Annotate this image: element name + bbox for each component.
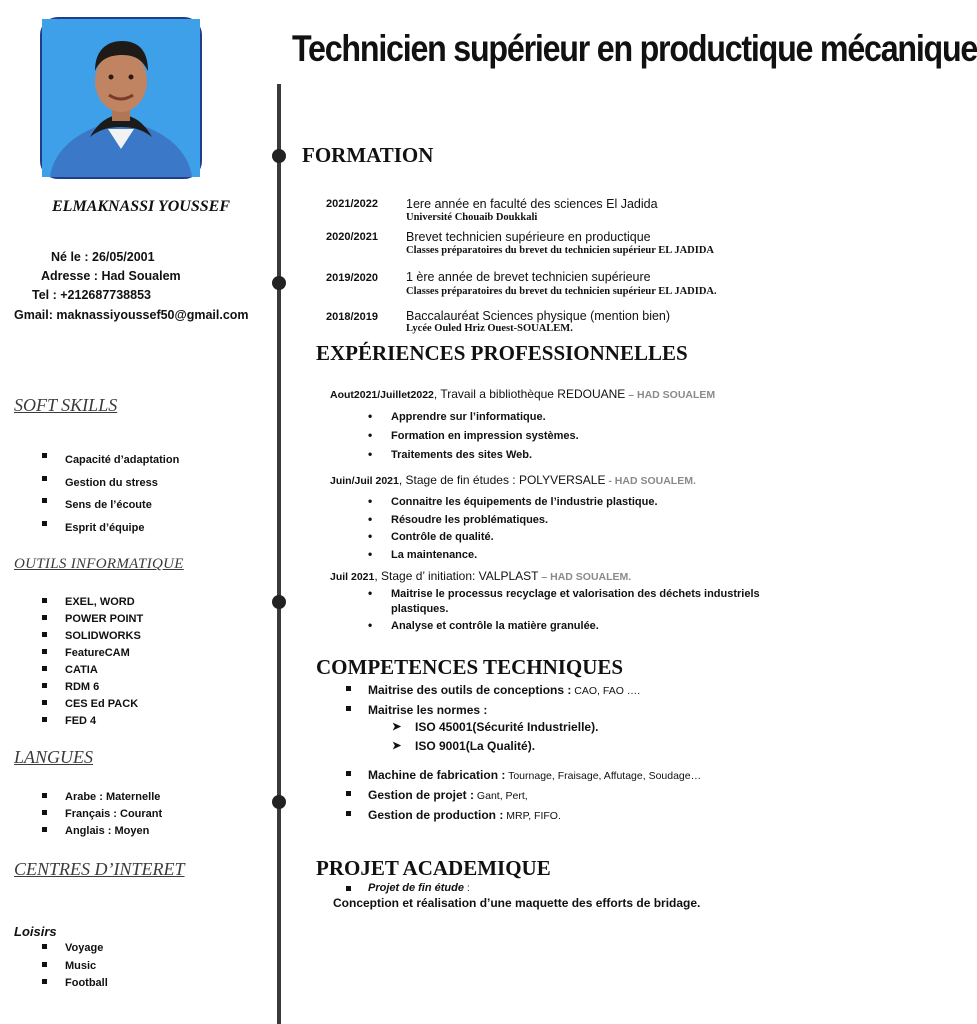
education-title: 1ere année en faculté des sciences El Jadida <box>406 197 658 211</box>
info-label: Gmail: <box>14 308 53 322</box>
experience-location: – HAD SOUALEM. <box>538 571 632 583</box>
education-school: Université Chouaib Doukkali <box>406 212 538 223</box>
experience-header <box>330 473 696 487</box>
list-item <box>343 786 701 806</box>
list-item: • Formation en impression systèmes. <box>366 427 579 446</box>
formation-heading: FORMATION <box>302 143 434 167</box>
skill-detail: Tournage, Fraisage, Affutage, Soudage… <box>505 770 702 782</box>
timeline-dot <box>272 276 286 290</box>
skill-label: Gestion de production : <box>368 808 504 822</box>
project-label-suffix: : <box>463 882 470 894</box>
list-item: EXEL, WORD <box>40 594 143 611</box>
skill-detail: Gant, Pert, <box>474 790 528 802</box>
project-label: Projet de fin étude <box>368 882 464 894</box>
tools-list <box>40 594 143 730</box>
list-item: • Connaitre les équipements de l’industrie plastique. <box>366 494 658 512</box>
page-title: Technicien supérieur en productique mécanique <box>292 28 977 69</box>
languages-heading: LANGUES <box>14 747 94 767</box>
list-item: FED 4 <box>40 713 143 730</box>
leisure-subheading: Loisirs <box>14 924 57 939</box>
norms-list <box>392 718 598 756</box>
soft-skills-list <box>40 449 179 539</box>
list-item: Sens de l’écoute <box>40 494 179 517</box>
list-item: • Analyse et contrôle la matière granulée. <box>366 619 762 634</box>
experience-dates: Aout2021/Juillet2022 <box>330 389 434 401</box>
list-item: Music <box>40 958 108 976</box>
list-item: Français : Courant <box>40 806 162 823</box>
project-list <box>343 881 470 896</box>
list-item: • Traitements des sites Web. <box>366 446 579 465</box>
skills-heading: COMPETENCES TECHNIQUES <box>316 655 624 679</box>
address-line <box>41 269 181 283</box>
list-item: Voyage <box>40 940 108 958</box>
tools-heading: OUTILS INFORMATIQUE <box>14 556 184 572</box>
experience-tasks <box>366 408 579 465</box>
list-item: • Maitrise le processus recyclage et valorisation des déchets industriels plastiques. <box>366 587 762 617</box>
education-school: Classes préparatoires du brevet du technicien supérieur EL JADIDA <box>406 245 715 256</box>
education-year: 2018/2019 <box>326 311 378 323</box>
skill-label: Machine de fabrication : <box>368 768 506 782</box>
list-item: Capacité d’adaptation <box>40 449 179 472</box>
education-title: Baccalauréat Sciences physique (mention bien) <box>406 309 671 323</box>
skill-detail: MRP, FIFO. <box>503 810 561 822</box>
languages-list <box>40 789 162 840</box>
list-item: CES Ed PACK <box>40 696 143 713</box>
list-item: ➤ ISO 9001(La Qualité). <box>392 737 598 756</box>
timeline-dot <box>272 795 286 809</box>
experience-heading: EXPÉRIENCES PROFESSIONNELLES <box>316 341 688 365</box>
leisure-list <box>40 940 108 993</box>
education-year: 2019/2020 <box>326 272 378 284</box>
education-year: 2021/2022 <box>326 198 378 210</box>
profile-photo <box>40 17 202 179</box>
list-item: ➤ ISO 45001(Sécurité Industrielle). <box>392 718 598 737</box>
email-line[interactable] <box>14 308 249 322</box>
birthdate-line <box>51 250 155 264</box>
experience-role: , Stage de fin études : POLYVERSALE <box>398 473 606 487</box>
skills-list-bottom <box>343 766 701 826</box>
info-value: 26/05/2001 <box>88 250 155 264</box>
education-title: 1 ère année de brevet technicien supérieure <box>406 270 651 284</box>
project-description: Conception et réalisation d’une maquette des efforts de bridage. <box>333 896 701 910</box>
list-item: FeatureCAM <box>40 645 143 662</box>
experience-header <box>330 569 631 583</box>
experience-dates: Juil 2021 <box>330 571 375 583</box>
list-item: • La maintenance. <box>366 547 658 565</box>
timeline-line <box>277 84 281 1024</box>
project-heading: PROJET ACADEMIQUE <box>316 856 551 880</box>
education-year: 2020/2021 <box>326 231 378 243</box>
experience-tasks <box>366 494 658 564</box>
list-item: • Apprendre sur l’informatique. <box>366 408 579 427</box>
skill-detail: CAO, FAO …. <box>571 685 641 697</box>
list-item: Anglais : Moyen <box>40 823 162 840</box>
list-item: • Résoudre les problématiques. <box>366 512 658 530</box>
timeline-dot <box>272 149 286 163</box>
list-item: POWER POINT <box>40 611 143 628</box>
email-link[interactable]: maknassiyoussef50@gmail.com <box>52 308 249 322</box>
list-item: Arabe : Maternelle <box>40 789 162 806</box>
list-item: CATIA <box>40 662 143 679</box>
info-label: Tel : <box>32 288 57 302</box>
experience-role: , Stage d’ initiation: VALPLAST <box>374 569 539 583</box>
list-item: Esprit d’équipe <box>40 517 179 540</box>
interests-heading: CENTRES D’INTERET <box>14 859 185 879</box>
skill-label: Maitrise les normes : <box>368 703 488 717</box>
skills-list-top <box>343 681 640 721</box>
list-item <box>343 681 640 701</box>
education-title: Brevet technicien supérieure en productique <box>406 230 651 244</box>
experience-dates: Juin/Juil 2021 <box>330 475 399 487</box>
list-item: Gestion du stress <box>40 472 179 495</box>
skill-label: Maitrise des outils de conceptions : <box>368 683 572 697</box>
education-school: Lycée Ouled Hriz Ouest-SOUALEM. <box>406 323 573 334</box>
info-label: Adresse : <box>41 269 98 283</box>
skill-label: Gestion de projet : <box>368 788 475 802</box>
experience-role: , Travail a bibliothèque REDOUANE <box>433 387 626 401</box>
list-item: Football <box>40 975 108 993</box>
list-item: • Contrôle de qualité. <box>366 529 658 547</box>
list-item: RDM 6 <box>40 679 143 696</box>
experience-tasks <box>366 587 762 634</box>
experience-location: – HAD SOUALEM <box>625 389 716 401</box>
list-item <box>343 766 701 786</box>
education-school: Classes préparatoires du brevet du technicien supérieur EL JADIDA. <box>406 286 717 297</box>
info-value: +212687738853 <box>56 288 151 302</box>
experience-header <box>330 387 715 401</box>
info-label: Né le : <box>51 250 89 264</box>
soft-skills-heading: SOFT SKILLS <box>14 395 118 415</box>
experience-location: - HAD SOUALEM. <box>605 475 696 487</box>
candidate-name: ELMAKNASSI YOUSSEF <box>52 198 230 215</box>
info-value: Had Soualem <box>97 269 181 283</box>
person-portrait-image <box>42 19 200 177</box>
list-item: SOLIDWORKS <box>40 628 143 645</box>
list-item <box>343 806 701 826</box>
phone-line <box>32 288 151 302</box>
list-item <box>343 881 470 896</box>
timeline-dot <box>272 595 286 609</box>
